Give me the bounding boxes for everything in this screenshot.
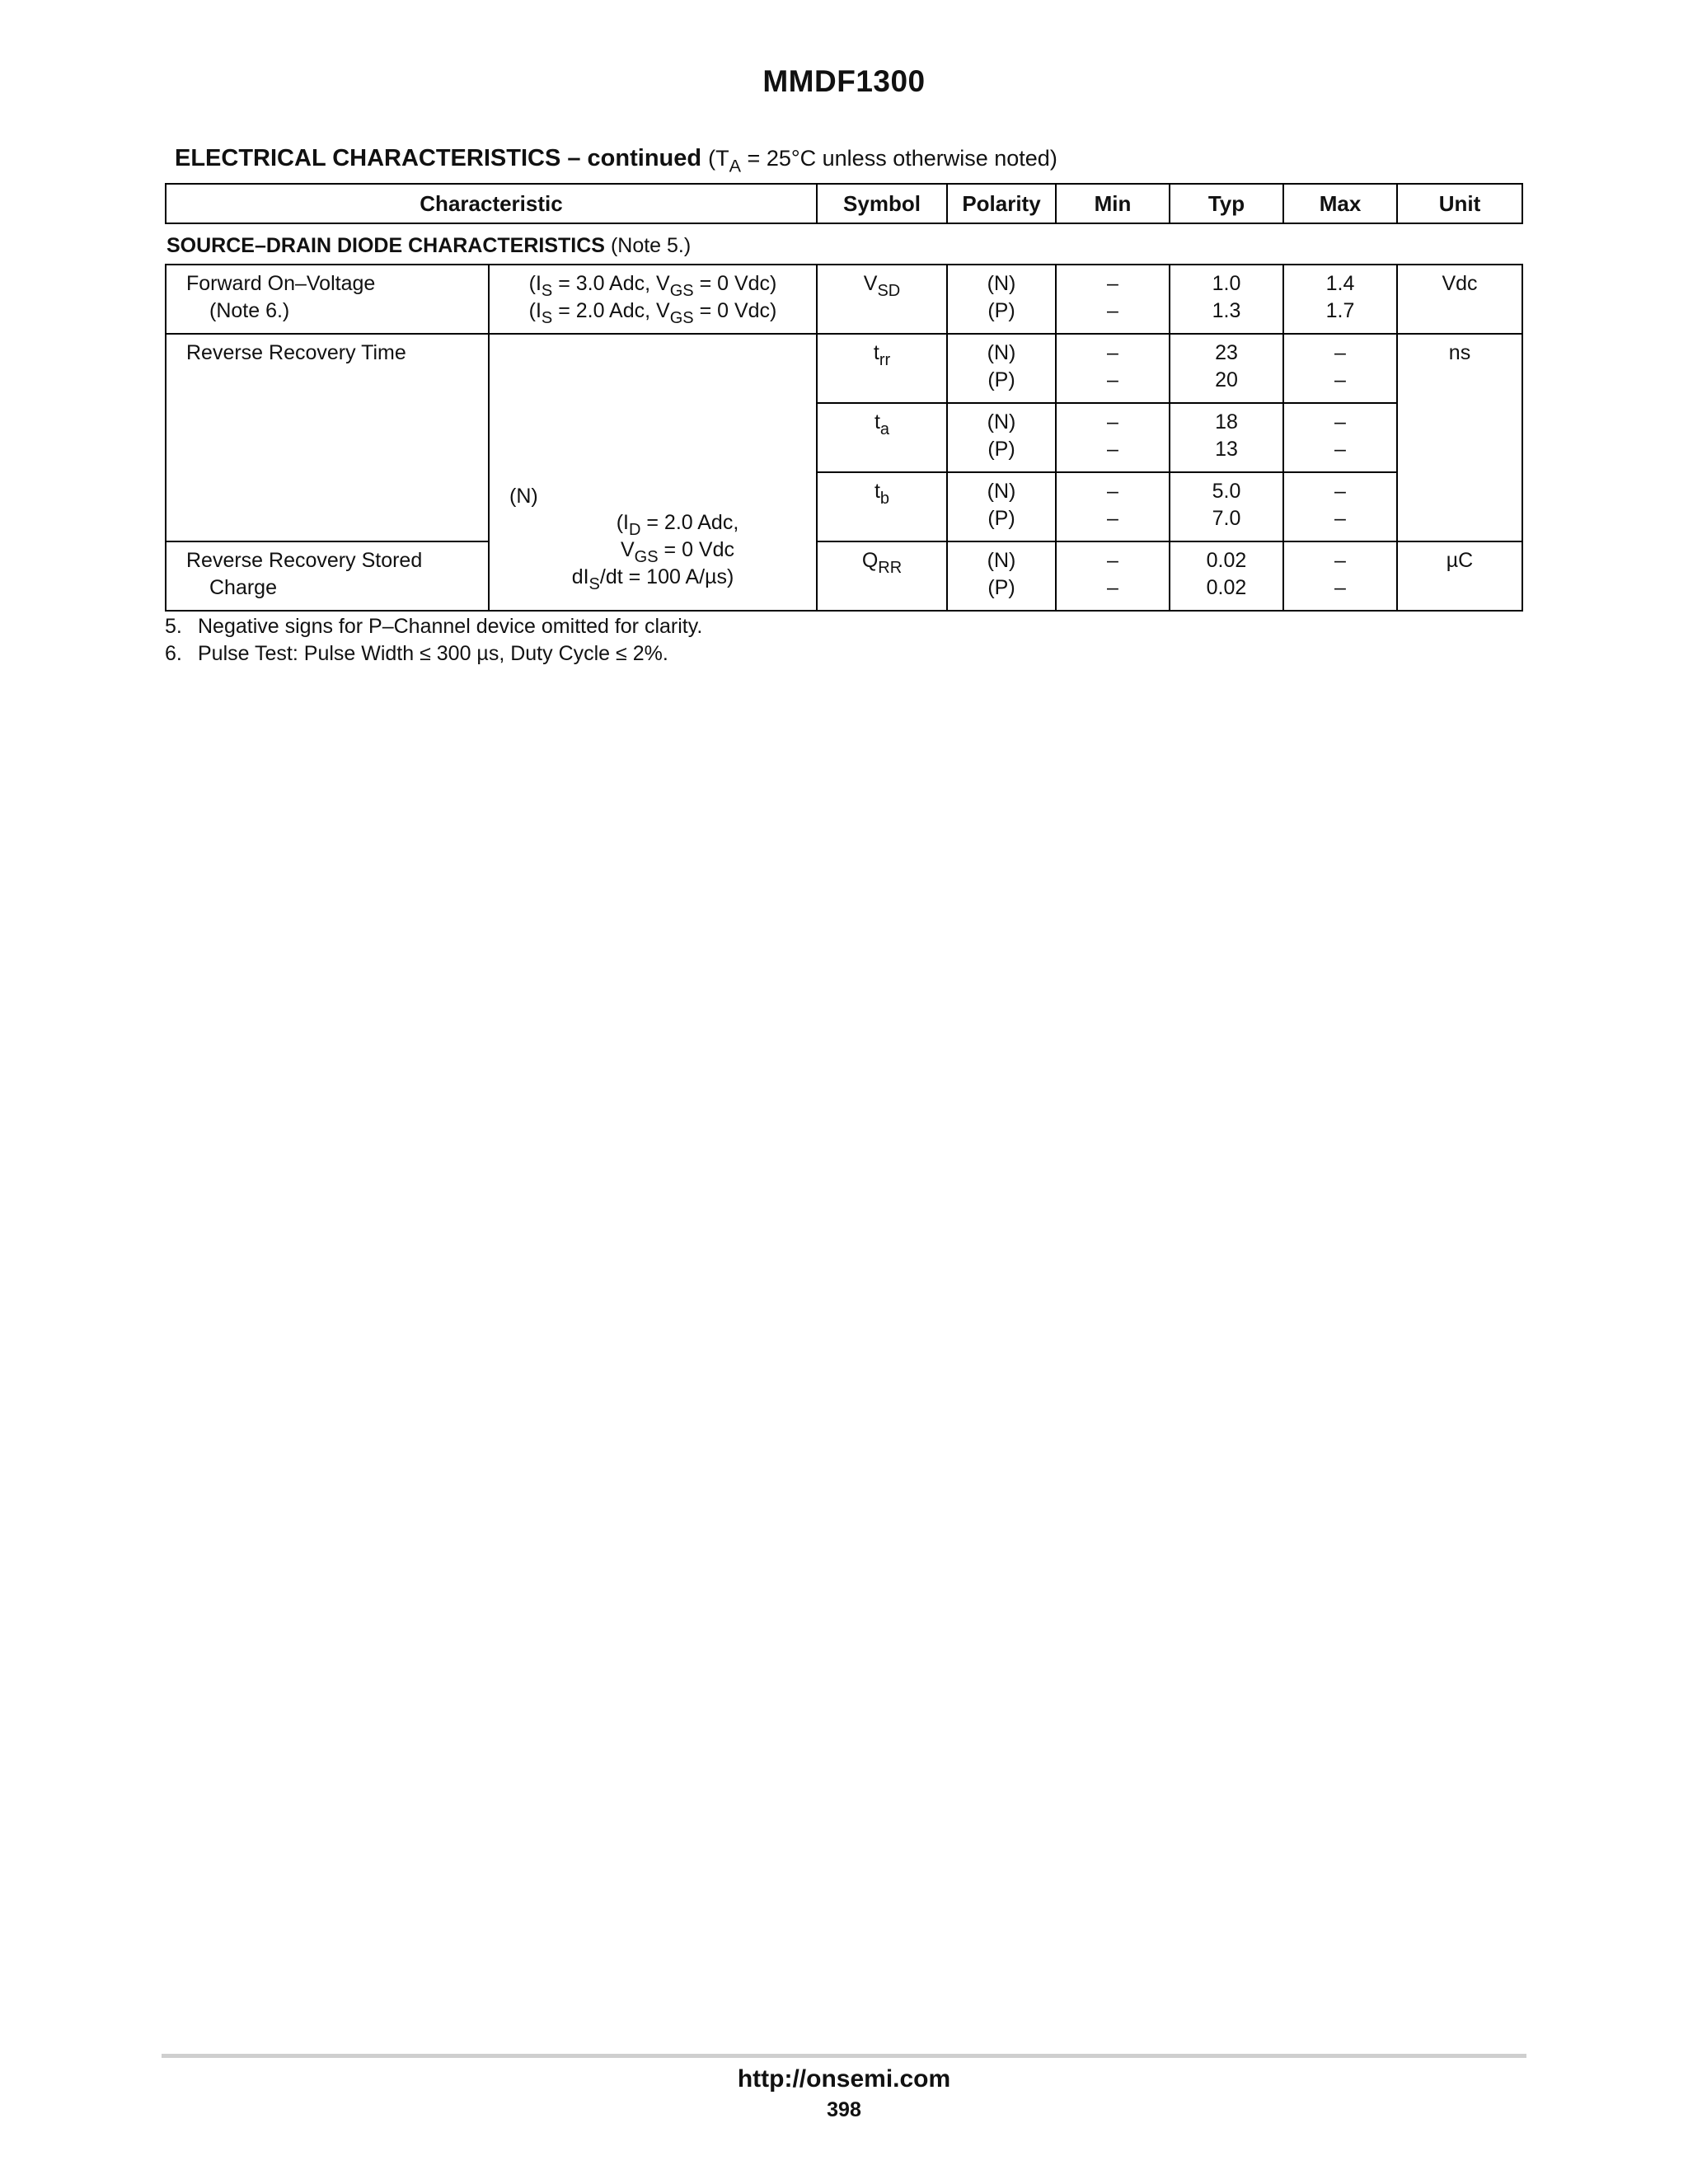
page-title: MMDF1300 bbox=[762, 64, 926, 98]
cell-polarity: (N) (P) bbox=[947, 403, 1056, 472]
cell-characteristic: Reverse Recovery Stored Charge bbox=[166, 541, 489, 611]
cell-symbol: $t_b$ bbox=[817, 472, 947, 541]
footer-divider bbox=[162, 2054, 1526, 2058]
cell-typ: 1.0 1.3 bbox=[1170, 265, 1283, 334]
cell-polarity: (N) (P) bbox=[947, 265, 1056, 334]
cell-typ: 0.02 0.02 bbox=[1170, 541, 1283, 611]
subsection-note: (Note 5.) bbox=[610, 234, 692, 257]
cell-min: – – bbox=[1056, 541, 1170, 611]
page-number: 398 bbox=[827, 2098, 861, 2121]
footnote-6: 6. Pulse Test: Pulse Width ≤ 300 µs, Duty Cycle ≤ 2%. bbox=[165, 642, 668, 665]
footer-url-link[interactable]: http://onsemi.com bbox=[737, 2065, 951, 2093]
section-heading bbox=[175, 145, 1057, 176]
col-header-characteristic: Characteristic bbox=[166, 184, 817, 223]
col-header-unit: Unit bbox=[1397, 184, 1522, 223]
cell-unit: µC bbox=[1397, 541, 1522, 611]
cell-max: 1.4 1.7 bbox=[1283, 265, 1397, 334]
cell-min: – – bbox=[1056, 334, 1170, 403]
cell-unit: ns bbox=[1397, 334, 1522, 541]
cell-typ: 23 20 bbox=[1170, 334, 1283, 403]
table-header bbox=[165, 183, 1523, 224]
heading-label: ELECTRICAL CHARACTERISTICS – continued bbox=[175, 145, 702, 171]
cell-max: – – bbox=[1283, 541, 1397, 611]
cell-typ: 5.0 7.0 bbox=[1170, 472, 1283, 541]
footnotes bbox=[165, 613, 702, 668]
cell-max: – – bbox=[1283, 403, 1397, 472]
cell-unit: Vdc bbox=[1397, 265, 1522, 334]
cell-symbol: $Q_{RR}$ bbox=[817, 541, 947, 611]
footnote-5: 5. Negative signs for P–Channel device omitted for clarity. bbox=[165, 615, 703, 638]
cell-symbol: $t_{rr}$ bbox=[817, 334, 947, 403]
table-row-forward-voltage bbox=[166, 265, 1522, 334]
cell-characteristic: Forward On–Voltage (Note 6.) bbox=[166, 265, 489, 334]
cell-max: – – bbox=[1283, 472, 1397, 541]
col-header-min: Min bbox=[1056, 184, 1170, 223]
cell-characteristic: Reverse Recovery Time bbox=[166, 334, 489, 541]
cell-min: – – bbox=[1056, 403, 1170, 472]
cell-symbol: $t_a$ bbox=[817, 403, 947, 472]
cell-min: – – bbox=[1056, 265, 1170, 334]
cell-polarity: (N) (P) bbox=[947, 541, 1056, 611]
heading-conditions: ($T_A = 25^\circ C$ unless otherwise noted) bbox=[708, 146, 1057, 176]
cell-conditions: ($I_S = 3.0$ Adc, $V_{GS} = 0$ Vdc) ($I_S = 2.0$ Adc, $V_{GS} = 0$ Vdc) bbox=[489, 265, 817, 334]
subsection-title: SOURCE–DRAIN DIODE CHARACTERISTICS (Note 5.) bbox=[166, 234, 692, 257]
table-row-trr bbox=[166, 334, 1522, 403]
cell-max: – – bbox=[1283, 334, 1397, 403]
cell-polarity: (N) (P) bbox=[947, 334, 1056, 403]
col-header-polarity: Polarity bbox=[947, 184, 1056, 223]
cell-typ: 18 13 bbox=[1170, 403, 1283, 472]
col-header-typ: Typ bbox=[1170, 184, 1283, 223]
col-header-symbol: Symbol bbox=[817, 184, 947, 223]
cell-min: – – bbox=[1056, 472, 1170, 541]
polarity-note: (N) bbox=[509, 485, 538, 508]
cell-polarity: (N) (P) bbox=[947, 472, 1056, 541]
cell-conditions-recovery: (N) ($I_D = 2.0$ Adc, $V_{GS} = 0$ Vdc $dI_S/dt = 100$ A/µs) bbox=[489, 334, 817, 611]
data-table bbox=[165, 264, 1523, 612]
cell-symbol: $V_{SD}$ bbox=[817, 265, 947, 334]
table-row-stored-charge bbox=[166, 541, 1522, 611]
col-header-max: Max bbox=[1283, 184, 1397, 223]
